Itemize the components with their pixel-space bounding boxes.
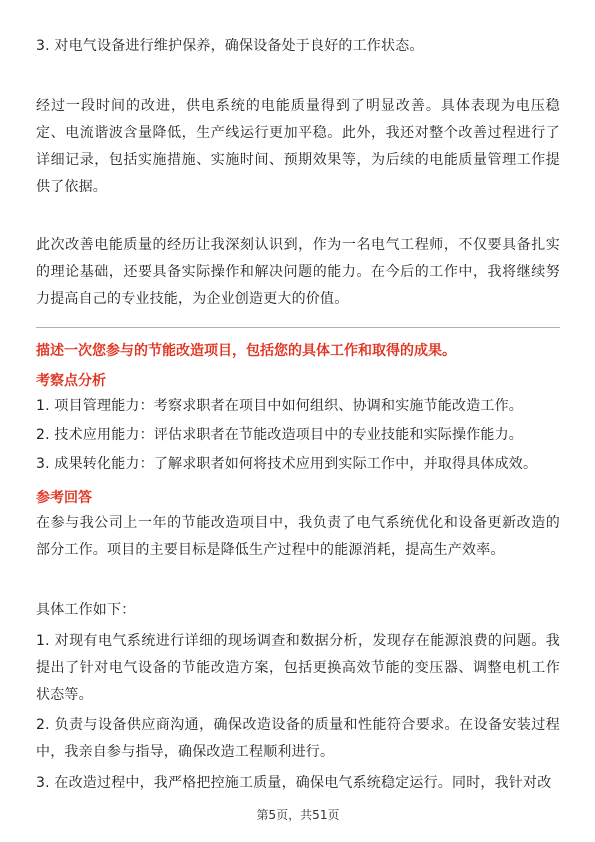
paragraph-maintenance-step: 3. 对电气设备进行维护保养，确保设备处于良好的工作状态。 <box>36 38 424 54</box>
work-item: 2. 负责与设备供应商沟通，确保改造设备的质量和性能符合要求。在设备安装过程中，我亲自参与指导，确保改造工程顺利进行。 <box>36 717 560 760</box>
paragraph-improvement-result: 经过一段时间的改进，供电系统的电能质量得到了明显改善。具体表现为电压稳定、电流谐波含量降低，生产线运行更加平稳。此外，我还对整个改善过程进行了详细记录，包括实施措施、实施时间、预期效果等，为后续的电能质量管理工作提供了依据。 <box>36 98 560 195</box>
work-item: 3. 在改造过程中，我严格把控施工质量，确保电气系统稳定运行。同时，我针对改 <box>36 775 552 791</box>
question-title: 描述一次您参与的节能改造项目，包括您的具体工作和取得的成果。 <box>36 343 456 359</box>
answer-intro: 在参与我公司上一年的节能改造项目中，我负责了电气系统优化和设备更新改造的部分工作。项目的主要目标是降低生产过程中的能源消耗，提高生产效率。 <box>36 515 560 558</box>
analysis-item: 1. 项目管理能力：考察求职者在项目中如何组织、协调和实施节能改造工作。 <box>36 398 524 414</box>
analysis-heading: 考察点分析 <box>36 373 106 389</box>
analysis-item: 2. 技术应用能力：评估求职者在节能改造项目中的专业技能和实际操作能力。 <box>36 427 524 443</box>
work-item: 1. 对现有电气系统进行详细的现场调查和数据分析，发现存在能源浪费的问题。我提出了针对电气设备的节能改造方案，包括更换高效节能的变压器、调整电机工作状态等。 <box>36 633 560 703</box>
analysis-item: 3. 成果转化能力：了解求职者如何将技术应用到实际工作中，并取得具体成效。 <box>36 456 538 472</box>
paragraph-reflection: 此次改善电能质量的经历让我深刻认识到，作为一名电气工程师，不仅要具备扎实的理论基础，还要具备实际操作和解决问题的能力。在今后的工作中，我将继续努力提高自己的专业技能，为企业创造更大的价值。 <box>36 237 560 307</box>
work-heading: 具体工作如下： <box>36 602 136 618</box>
document-page <box>36 0 560 842</box>
page-number: 第5页，共51页 <box>256 808 340 822</box>
answer-heading: 参考回答 <box>36 490 92 506</box>
section-divider <box>36 327 560 328</box>
